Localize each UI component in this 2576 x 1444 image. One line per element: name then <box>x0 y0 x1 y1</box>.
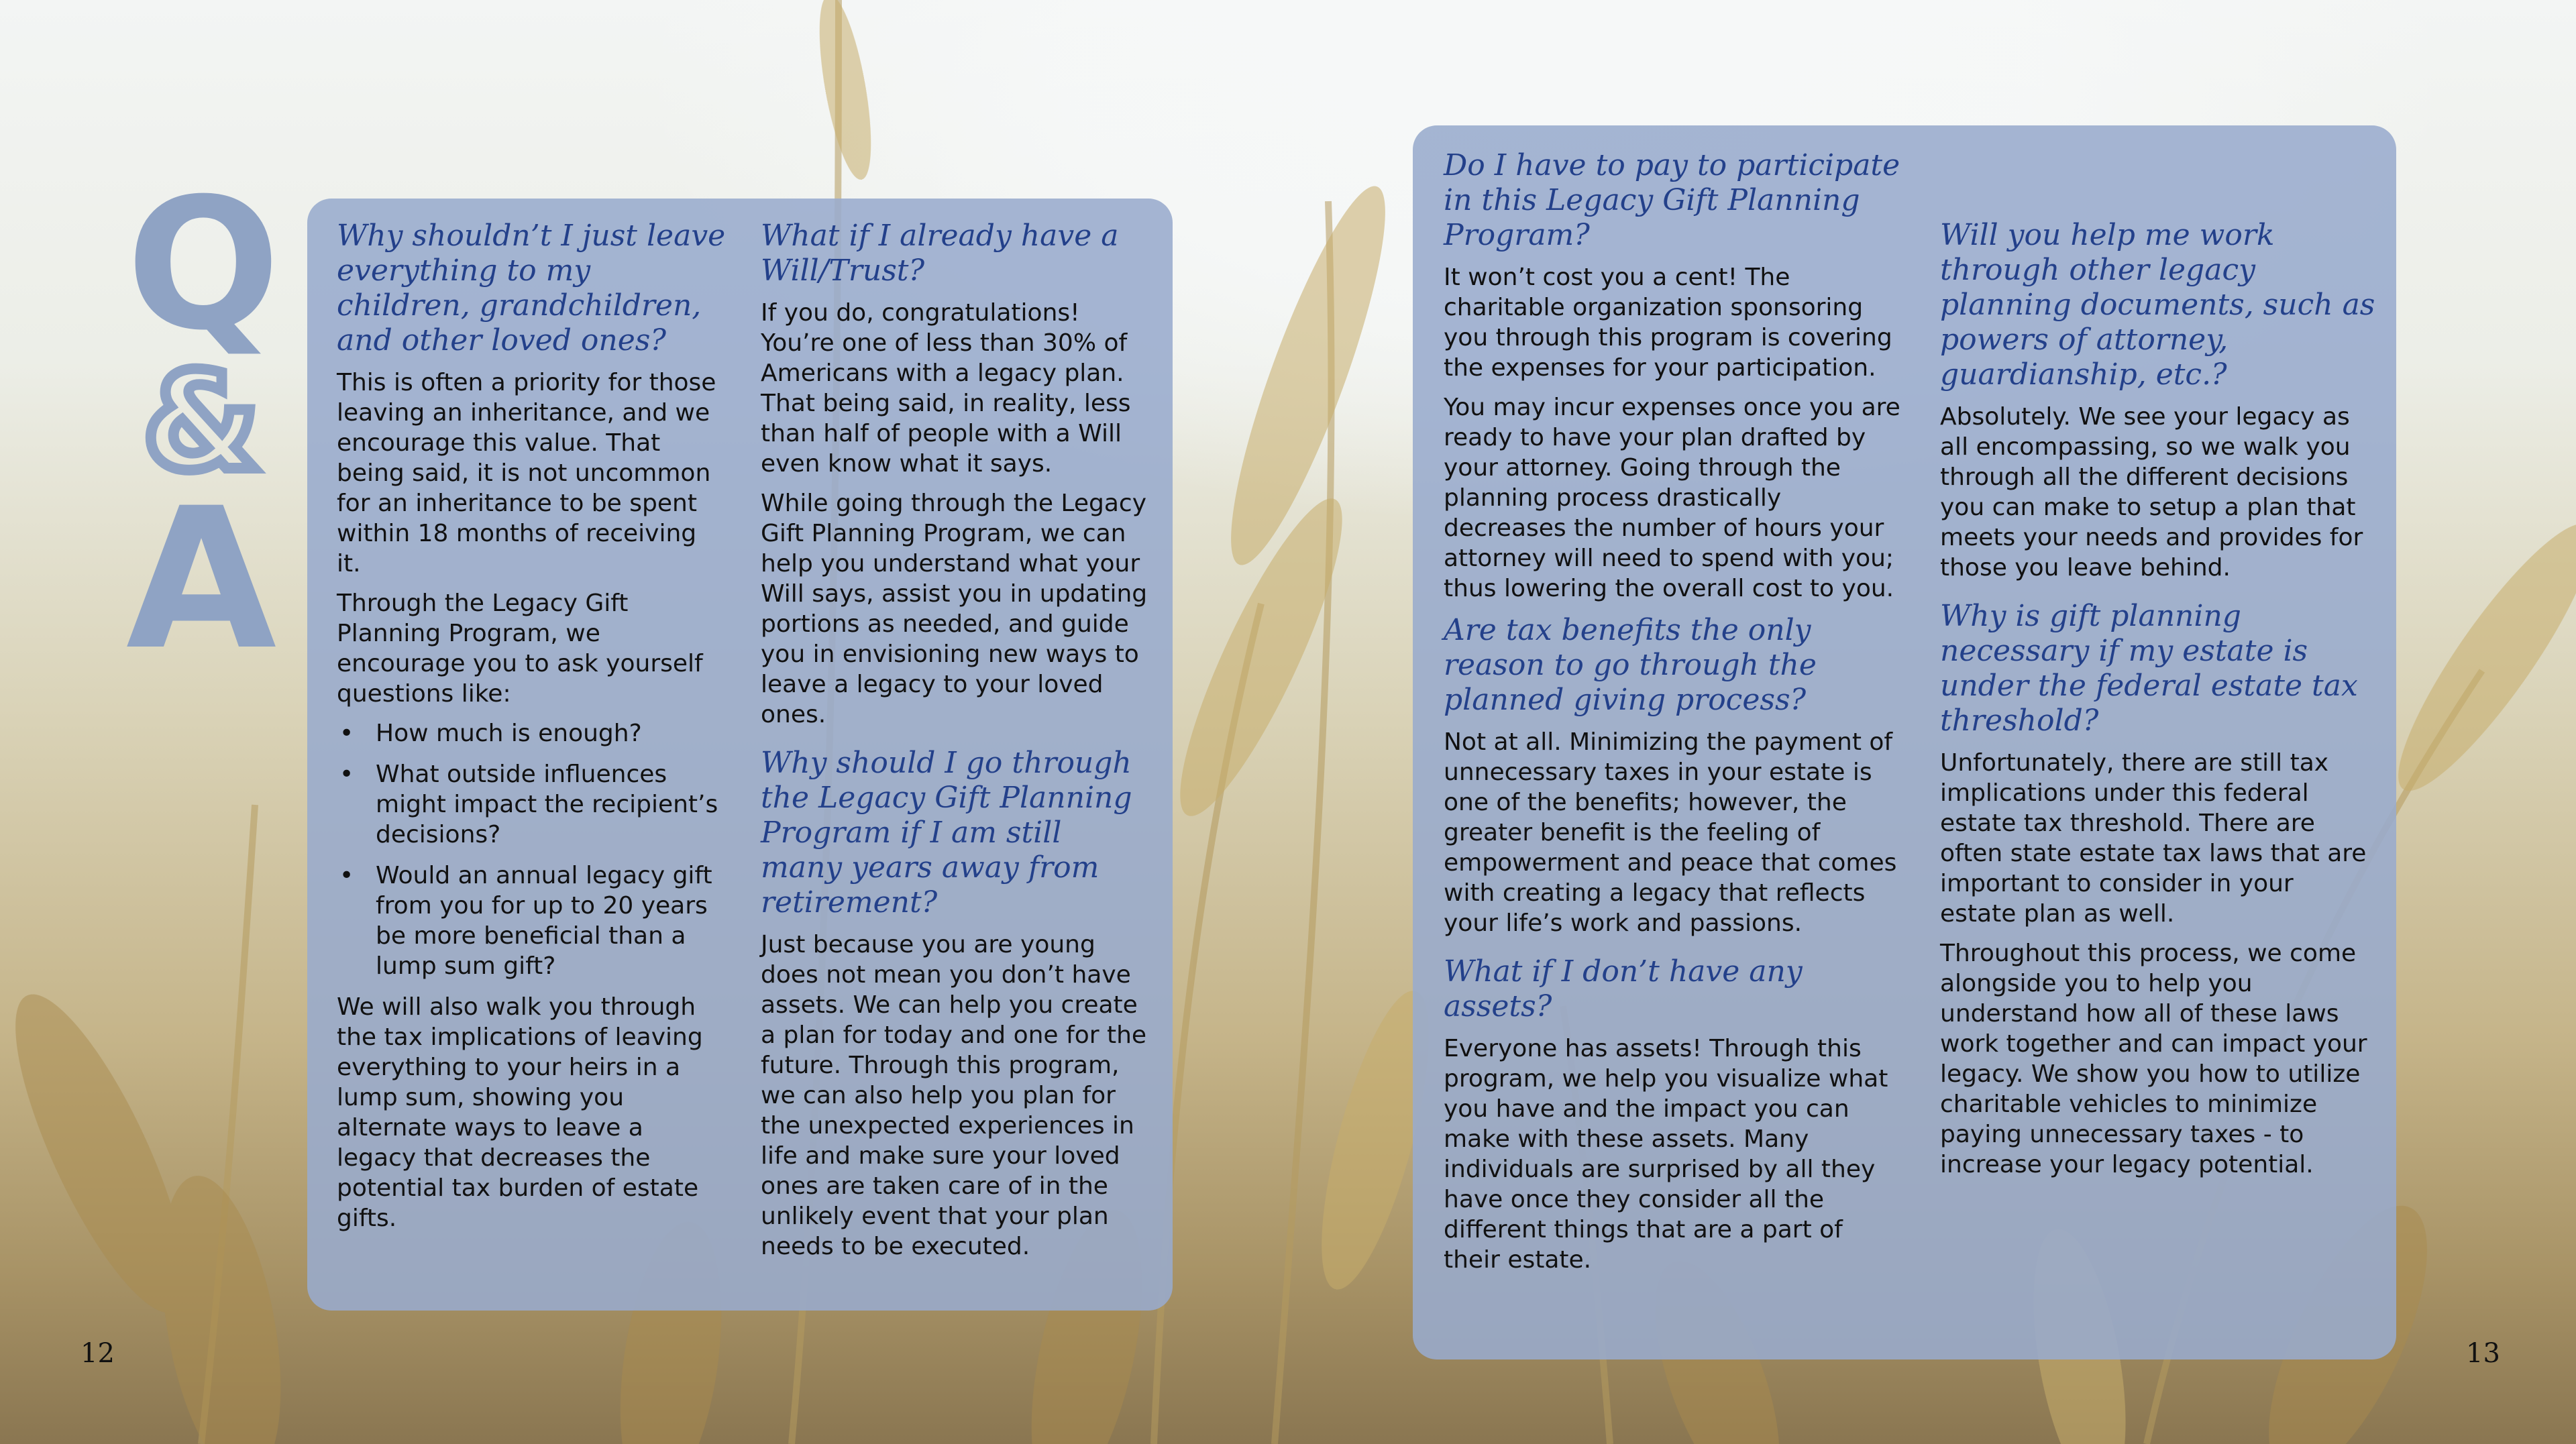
page-number-right: 13 <box>2466 1338 2500 1369</box>
answer-paragraph: Throughout this process, we come alongside you to help you understand how all of these laws work together and can impact your legacy. We show you how to utilize charitable vehicles to minimize paying unnecessary taxes - to increase your legacy potential. <box>1940 940 2367 1178</box>
list-item: • What outside influences might impact the recipient’s decisions? <box>339 761 718 848</box>
letter-a: A <box>125 467 277 693</box>
answer-paragraph: You may incur expenses once you are ready to have your plan drafted by your attorney. Going through the planning process drastically decreases the number of hours your attorney will need to spend with you; thus lowering the overall cost to you. <box>1444 394 1900 602</box>
question-heading: What if I already have a Will/Trust? <box>761 219 1119 288</box>
qa-heading-letters <box>114 159 288 693</box>
question-heading: Why should I go through the Legacy Gift Planning Program if I am still many years away from retirement? <box>761 746 1132 920</box>
left-qa-panel <box>307 199 1173 1311</box>
right-qa-panel <box>1413 125 2396 1359</box>
left-panel-column-1 <box>337 219 726 1243</box>
page-number-left: 12 <box>80 1338 115 1369</box>
right-panel-column-2 <box>1940 218 2376 1189</box>
answer-paragraph: Absolutely. We see your legacy as all encompassing, so we walk you through all the different decisions you can make to setup a plan that meets your needs and provides for those you leave behind. <box>1940 403 2363 581</box>
left-panel-column-2 <box>761 219 1150 1271</box>
question-heading: Will you help me work through other legacy planning documents, such as powers of attorney, guardianship, etc.? <box>1940 218 2375 392</box>
question-heading: Are tax benefits the only reason to go through the planned giving process? <box>1444 613 1817 717</box>
answer-paragraph: Unfortunately, there are still tax implications under this federal estate tax threshold. There are often state estate tax laws that are important to consider in your estate plan as well. <box>1940 749 2367 928</box>
answer-paragraph: While going through the Legacy Gift Planning Program, we can help you understand what your Will says, assist you in updating portions as needed, and guide you in envisioning new ways to leave a legacy to your loved ones. <box>761 490 1148 728</box>
question-heading: What if I don’t have any assets? <box>1444 954 1803 1023</box>
list-item: • How much is enough? <box>339 720 642 747</box>
right-panel-column-1 <box>1444 148 1907 1284</box>
question-heading: Why shouldn’t I just leave everything to my children, grandchildren, and other loved ones? <box>337 219 726 357</box>
ampersand: & <box>142 344 260 500</box>
answer-paragraph: Just because you are young does not mean you don’t have assets. We can help you create a plan for today and one for the future. Through this program, we can also help you plan for the unexpected experiences in life and make sure your loved ones are taken care of in the unlikely event that your plan needs to be executed. <box>761 931 1147 1260</box>
answer-paragraph: We will also walk you through the tax implications of leaving everything to your heirs in a lump sum, showing you alternate ways to leave a legacy that decreases the potential tax burden of estate gifts. <box>337 993 703 1232</box>
answer-paragraph: This is often a priority for those leaving an inheritance, and we encourage this value. That being said, it is not uncommon for an inheritance to be spent within 18 months of receiving it. <box>337 369 716 577</box>
answer-paragraph: If you do, congratulations! You’re one of less than 30% of Americans with a legacy plan. That being said, in reality, less than half of people with a Will even know what it says. <box>761 299 1131 478</box>
answer-paragraph: It won’t cost you a cent! The charitable organization sponsoring you through this program is covering the expenses for your participation. <box>1444 264 1892 382</box>
answer-paragraph: Through the Legacy Gift Planning Program, we encourage you to ask yourself questions like: <box>337 590 703 708</box>
list-item: • Would an annual legacy gift from you for up to 20 years be more beneficial than a lump sum gift? <box>339 862 712 980</box>
question-heading: Do I have to pay to participate in this Legacy Gift Planning Program? <box>1444 148 1900 252</box>
question-list <box>337 718 726 981</box>
answer-paragraph: Not at all. Minimizing the payment of unnecessary taxes in your estate is one of the benefits; however, the greater benefit is the feeling of empowerment and peace that comes with creating a legacy that reflects your life’s work and passions. <box>1444 728 1897 937</box>
question-heading: Why is gift planning necessary if my estate is under the federal estate tax threshold? <box>1940 599 2358 738</box>
letter-q: Q <box>126 159 276 370</box>
answer-paragraph: Everyone has assets! Through this program, we help you visualize what you have and the impact you can make with these assets. Many individuals are surprised by all they have once they consider all the different things that are a part of their estate. <box>1444 1035 1888 1274</box>
